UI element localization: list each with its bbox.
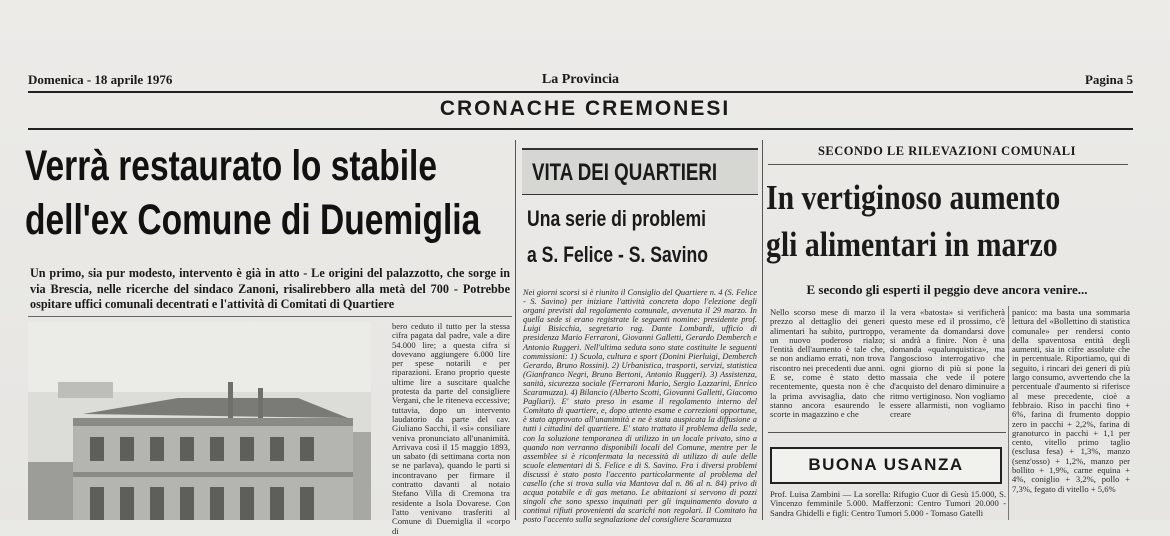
header-date: Domenica - 18 aprile 1976 [28, 72, 173, 87]
article3-subhead: E secondo gli esperti il peggio deve ancora venire... [806, 282, 1088, 297]
article1-deck: Un primo, sia pur modesto, intervento è già in atto - Le origini del palazzotto, che sorge in via Brescia, nelle ricerche del sindaco Zanoni, risalirebbero alla metà del 700 - Potrebbe ospitare uffici comunali decentrati e l'attività di Comitati di Quartiere [30, 266, 510, 311]
article3-column-divider [1008, 306, 1009, 520]
article1-deck-rule [28, 316, 512, 317]
article3-kicker-rule [768, 164, 1128, 165]
article3-headline-line1: In vertiginoso aumento [766, 178, 1061, 217]
header-paper-name: La Provincia [541, 72, 620, 87]
article1-headline-line1: Verrà restaurato lo stabile [25, 142, 437, 190]
article3-column-2: la vera «batosta» si verificherà questo mese ed il prossimo, c'è veramente da domandarsi dove si andrà a finire. Non è una domanda «qualunquistica», ma l'angoscioso interrogativo che ogni giorno di più si pone la massaia che vede il potere d'acquisto del denaro diminuire a ritmo vertiginoso. Non vogliamo essere allarmisti, non vogliamo creare [890, 307, 1005, 420]
article3-headline-line2: gli alimentari in marzo [766, 225, 1058, 264]
article1-body: bero ceduto il tutto per la stessa cifra pagata dal padre, vale a dire 54.000 lire; a questa cifra si dovevano aggiungere 6.000 lire per spese notarili e per riparazioni. Erano proprio queste ultime lire a suscitare qualche protesta da parte del consigliere Vergani, che le riteneva eccessive; tuttavia, dopo un intervento laudatorio da parte del cav. Giuliano Sacchi, il «sì» consiliare veniva pronunciato all'unanimità. Arrivava così il 15 maggio 1893, un sabato (di settimana corta non se ne parlava), quando le parti si incontravano per firmare il contratto davanti al notaio Stefano Villa di Cremona tra residente a Isola Dovarese. Con l'atto venivano trasferiti al Comune di Duemiglia il «corpo di [392, 321, 510, 536]
article2-headline-line1: Una serie di problemi [527, 206, 706, 231]
article3-box-separator [768, 432, 1006, 433]
article2-headline-line2: a S. Felice - S. Savino [527, 242, 708, 267]
article2-box-title [522, 148, 758, 195]
buona-usanza-title: BUONA USANZA [808, 455, 964, 474]
building-photo-image [28, 322, 371, 520]
article3-column-3: panico: ma basta una sommaria lettura del «Bollettino di statistica comunale» per rendersi conto della spaventosa entità degli aumenti, sia in cifre assolute che in percentuale. Riportiamo, qui di seguito, i rincari dei generi di più largo consumo, avvertendo che la percentuale d'aumento si riferisce al mese precedente, cioè a febbraio. Riso in pacchi fino + 6%, farina di frumento doppio zero in pacchi + 2,2%, farina di granoturco in pacchi + 1,1 per cento, vitello primo taglio (esclusa fesa) + 1,3%, manzo (senz'osso) + 1,2%, manzo per bollito + 1,9%, carne equina + 4%, coniglio + 3,2%, pollo + 7,3%, fegato di vitello + 5,6% [1012, 307, 1130, 494]
article2-body: Nei giorni scorsi si è riunito il Consiglio del Quartiere n. 4 (S. Felice - S. Savino) per iniziare l'attività concreta dopo l'elezione degli organi previsti dal regolamento comunale, avvenuta il 29 marzo. In quella sede si erano registrate le seguenti nomine: presidente prof. Luigi Bisicchia, segretario rag. Dante Lombardi, ufficio di presidenza Mario Ferraroni, Giovanni Galletti, Gerardo Demberch e Antonio Ruggeri. Nell'ultima seduta sono state costituite le seguenti commissioni: 1) Scuola, cultura e sport (Donini Pierluigi, Demberch Gerardo, Bruno Rossini). 2) Urbanistica, trasporti, servizi, statistica (Gianfranco Negri, Bruno Bertoni, Antonio Ruggeri). 3) Assistenza, sanità, sicurezza sociale (Ferraroni Mario, Sergio Lazzarini, Enrico Scaramuzza). 4) Bilancio (Alberto Scotti, Giovanni Galletti, Giacomo Pagliari). E' stato preso in esame il regolamento interno del Comitato di quartiere, e, dopo attento esame e correzioni opportune, è stato approvato all'unanimità e ne è stata auspicata la diffusione a tutti i cittadini del quartiere. E' stato trattato il problema della sede, con la soluzione temporanea di utilizzo in un locale privato, sino a quando non verranno disponibili locali del Comune, mentre per le assemblee si è riconfermata la necessità di utilizzo di aule delle scuole elementari di S. Felice e di S. Savino. Fra i diversi problemi discussi è stato posto l'accento particolarmente al problema del casello (che si trova sulla via Mantova dal n. 86 al n. 84) privo di acqua potabile e di gas metano. Le abitazioni si servono di pozzi singoli che sono spesso inquinati per gli inquinamento dovuto a continui rifiuti provenienti da scarichi non regolari. Il Comitato ha posto l'accento sulla segnalazione del consigliere Scaramuzza [523, 288, 758, 525]
building-photo [28, 322, 371, 520]
buona-usanza-box [770, 447, 1002, 484]
section-title: CRONACHE CREMONESI [439, 97, 731, 120]
buona-usanza-body: Prof. Luisa Zambini — La sorella: Rifugio Cuor di Gesù 15.000, S. Vincenzo femminile 5.000. Mafferzoni: Centro Tumori 20.000 - Sandra Ghidelli e figli: Centro Tumori 5.000 - Tomaso Gatelli [770, 489, 1006, 518]
column-divider-1 [515, 140, 516, 520]
page-header [28, 72, 1133, 90]
column-divider-2 [762, 140, 763, 520]
article3-kicker: SECONDO LE RILEVAZIONI COMUNALI [817, 144, 1077, 158]
header-page-number: Pagina 5 [1084, 72, 1133, 87]
section-rule [28, 128, 1133, 130]
header-rule [28, 91, 1133, 93]
article2-box-title-text: VITA DEI QUARTIERI [532, 159, 718, 186]
article1-headline-line2: dell'ex Comune di Duemiglia [25, 196, 481, 244]
article3-column-1: Nello scorso mese di marzo il prezzo al dettaglio dei generi alimentari ha subito, purtroppo, un nuovo poderoso rialzo; l'entità dell'aumento è tale che, se non andiamo errati, non trova riscontro nei precedenti due anni. E se, come è stato detto recentemente, questa non è che la prima avvisaglia, dato che stanno ancora esaurendo le scorte in magazzino e che [770, 307, 885, 420]
